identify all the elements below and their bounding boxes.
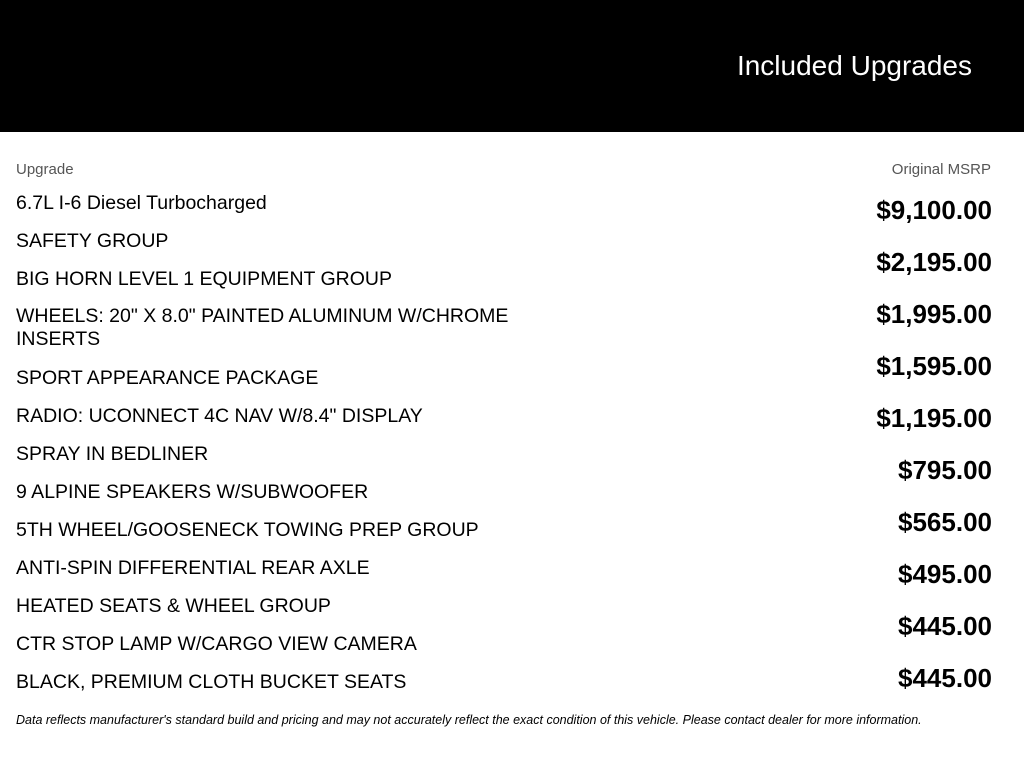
upgrade-name: ANTI-SPIN DIFFERENTIAL REAR AXLE	[16, 557, 370, 579]
upgrade-price: $1,995.00	[876, 299, 992, 329]
upgrade-name: CTR STOP LAMP W/CARGO VIEW CAMERA	[16, 633, 417, 655]
upgrade-name: SPRAY IN BEDLINER	[16, 443, 209, 465]
header-bar	[0, 0, 1024, 132]
upgrade-name: HEATED SEATS & WHEEL GROUP	[16, 595, 331, 617]
upgrade-name: 9 ALPINE SPEAKERS W/SUBWOOFER	[16, 481, 369, 503]
page-title: Included Upgrades	[736, 50, 972, 81]
upgrade-name: 5TH WHEEL/GOOSENECK TOWING PREP GROUP	[16, 519, 479, 541]
upgrade-name: SPORT APPEARANCE PACKAGE	[16, 367, 319, 389]
upgrade-price: $2,195.00	[876, 247, 992, 277]
upgrade-column-header: Upgrade	[16, 161, 74, 178]
upgrade-price: $445.00	[898, 663, 992, 693]
upgrade-name: WHEELS: 20" X 8.0" PAINTED ALUMINUM W/CHROME INSERTS	[16, 305, 509, 350]
upgrade-price: $445.00	[898, 611, 992, 641]
disclaimer-footnote: Data reflects manufacturer's standard build and pricing and may not accurately reflect the exact condition of this vehicle. Please contact dealer for more information.	[16, 713, 922, 727]
upgrade-price: $1,595.00	[876, 351, 992, 381]
upgrade-price: $565.00	[898, 507, 992, 537]
upgrade-price: $495.00	[898, 559, 992, 589]
upgrade-name: BIG HORN LEVEL 1 EQUIPMENT GROUP	[16, 268, 393, 290]
upgrade-name: BLACK, PREMIUM CLOTH BUCKET SEATS	[16, 671, 407, 693]
upgrade-name: 6.7L I-6 Diesel Turbocharged	[16, 192, 267, 214]
upgrade-price: $795.00	[898, 455, 992, 485]
upgrade-price: $1,195.00	[876, 403, 992, 433]
msrp-column-header: Original MSRP	[891, 161, 991, 178]
upgrade-price: $9,100.00	[876, 195, 992, 225]
upgrade-name: RADIO: UCONNECT 4C NAV W/8.4" DISPLAY	[16, 405, 423, 427]
upgrade-name: SAFETY GROUP	[16, 230, 169, 252]
